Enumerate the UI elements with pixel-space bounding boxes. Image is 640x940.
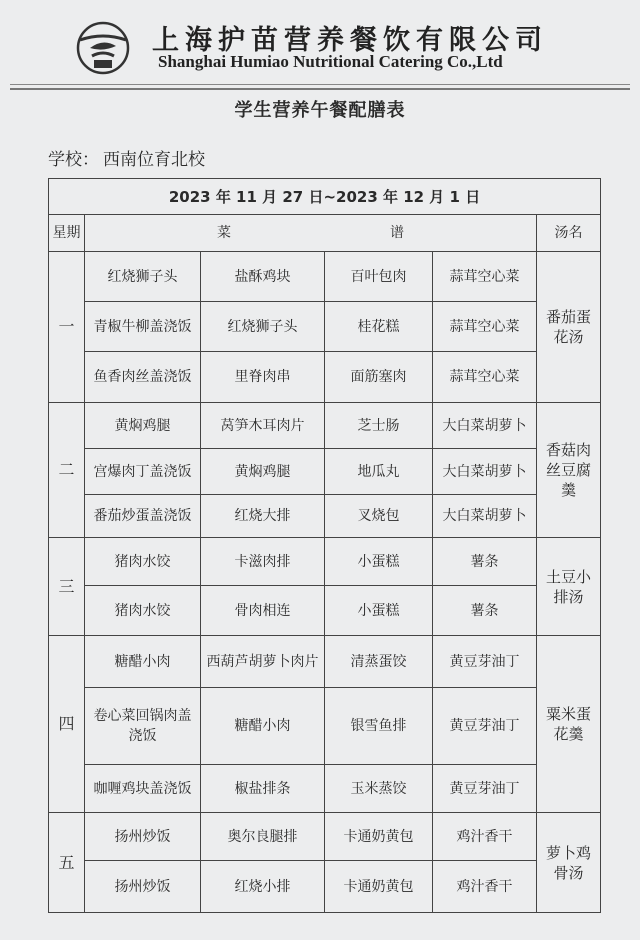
- dish-cell: 里脊肉串: [201, 352, 325, 403]
- dish-cell: 玉米蒸饺: [325, 765, 433, 813]
- dish-cell: 百叶包肉: [325, 252, 433, 302]
- soup-cell: 番茄蛋花汤: [537, 252, 601, 403]
- header-rule-thick: [10, 88, 630, 90]
- soup-cell: 粟米蛋花羹: [537, 636, 601, 813]
- menu-row: [49, 813, 601, 861]
- dish-cell: 小蛋糕: [325, 538, 433, 586]
- header-rule: [10, 84, 630, 85]
- company-name-cn: 上海护苗营养餐饮有限公司: [152, 25, 548, 56]
- menu-row: [49, 538, 601, 586]
- dish-cell: 咖喱鸡块盖浇饭: [85, 765, 201, 813]
- dish-cell: 黄豆芽油丁: [433, 636, 537, 688]
- dish-cell: 卡通奶黄包: [325, 861, 433, 913]
- dish-cell: 卡滋肉排: [201, 538, 325, 586]
- dish-cell: 西葫芦胡萝卜肉片: [201, 636, 325, 688]
- soup-cell: 萝卜鸡骨汤: [537, 813, 601, 913]
- dish-cell: 薯条: [433, 538, 537, 586]
- dish-cell: 银雪鱼排: [325, 688, 433, 765]
- dish-cell: 奥尔良腿排: [201, 813, 325, 861]
- dish-cell: 面筋塞肉: [325, 352, 433, 403]
- dish-cell: 红烧大排: [201, 495, 325, 538]
- menu-row: [49, 352, 601, 403]
- menu-row: [49, 449, 601, 495]
- dish-cell: 红烧小排: [201, 861, 325, 913]
- dish-cell: 鸡汁香干: [433, 813, 537, 861]
- weekday-cell: 二: [49, 403, 85, 538]
- dish-cell: 叉烧包: [325, 495, 433, 538]
- dish-cell: 桂花糕: [325, 302, 433, 352]
- dish-cell: 大白菜胡萝卜: [433, 403, 537, 449]
- soup-cell: 土豆小排汤: [537, 538, 601, 636]
- header-dishes: [85, 215, 537, 252]
- dish-cell: 黄焖鸡腿: [85, 403, 201, 449]
- dish-cell: 猪肉水饺: [85, 586, 201, 636]
- dish-cell: 糖醋小肉: [201, 688, 325, 765]
- menu-row: [49, 636, 601, 688]
- company-logo: [72, 20, 134, 76]
- dish-cell: 黄豆芽油丁: [433, 765, 537, 813]
- dish-cell: 芝士肠: [325, 403, 433, 449]
- dish-cell: 椒盐排条: [201, 765, 325, 813]
- dish-cell: 黄豆芽油丁: [433, 688, 537, 765]
- menu-row: [49, 495, 601, 538]
- menu-row: [49, 765, 601, 813]
- dish-cell: 猪肉水饺: [85, 538, 201, 586]
- dish-cell: 蒜茸空心菜: [433, 352, 537, 403]
- dish-cell: 薯条: [433, 586, 537, 636]
- menu-row: [49, 688, 601, 765]
- dish-cell: 莴笋木耳肉片: [201, 403, 325, 449]
- dish-cell: 盐酥鸡块: [201, 252, 325, 302]
- menu-row: [49, 586, 601, 636]
- header-dishes-char-2: 谱: [389, 225, 404, 241]
- header-soup: 汤名: [537, 215, 601, 252]
- dish-cell: 黄焖鸡腿: [201, 449, 325, 495]
- dish-cell: 青椒牛柳盖浇饭: [85, 302, 201, 352]
- menu-row: [49, 302, 601, 352]
- menu-row: [49, 861, 601, 913]
- school-line: [48, 145, 205, 170]
- weekday-cell: 一: [49, 252, 85, 403]
- dish-cell: 骨肉相连: [201, 586, 325, 636]
- menu-row: [49, 403, 601, 449]
- dish-cell: 小蛋糕: [325, 586, 433, 636]
- dish-cell: 糖醋小肉: [85, 636, 201, 688]
- header-dishes-char-1: 菜: [217, 225, 232, 241]
- dish-cell: 鸡汁香干: [433, 861, 537, 913]
- dish-cell: 鱼香肉丝盖浇饭: [85, 352, 201, 403]
- document-title: 学生营养午餐配膳表: [234, 100, 406, 121]
- dish-cell: 清蒸蛋饺: [325, 636, 433, 688]
- dish-cell: 大白菜胡萝卜: [433, 449, 537, 495]
- weekday-cell: 四: [49, 636, 85, 813]
- dish-cell: 宫爆肉丁盖浇饭: [85, 449, 201, 495]
- dish-cell: 蒜茸空心菜: [433, 252, 537, 302]
- dish-cell: 红烧狮子头: [85, 252, 201, 302]
- company-name-en: Shanghai Humiao Nutritional Catering Co.,Ltd: [158, 52, 503, 71]
- dish-cell: 红烧狮子头: [201, 302, 325, 352]
- soup-cell: 香菇肉丝豆腐羹: [537, 403, 601, 538]
- weekday-cell: 三: [49, 538, 85, 636]
- dish-cell: 蒜茸空心菜: [433, 302, 537, 352]
- dish-cell: 卷心菜回锅肉盖浇饭: [85, 688, 201, 765]
- menu-table: [48, 178, 601, 913]
- dish-cell: 扬州炒饭: [85, 861, 201, 913]
- menu-row: [49, 252, 601, 302]
- dish-cell: 地瓜丸: [325, 449, 433, 495]
- dish-cell: 大白菜胡萝卜: [433, 495, 537, 538]
- dish-cell: 卡通奶黄包: [325, 813, 433, 861]
- dish-cell: 番茄炒蛋盖浇饭: [85, 495, 201, 538]
- dish-cell: 扬州炒饭: [85, 813, 201, 861]
- header-weekday: 星期: [49, 215, 85, 252]
- school-name: 西南位育北校: [103, 150, 205, 170]
- period-range: 2023 年 11 月 27 日~2023 年 12 月 1 日: [49, 179, 601, 215]
- school-label: 学校：: [48, 150, 99, 170]
- weekday-cell: 五: [49, 813, 85, 913]
